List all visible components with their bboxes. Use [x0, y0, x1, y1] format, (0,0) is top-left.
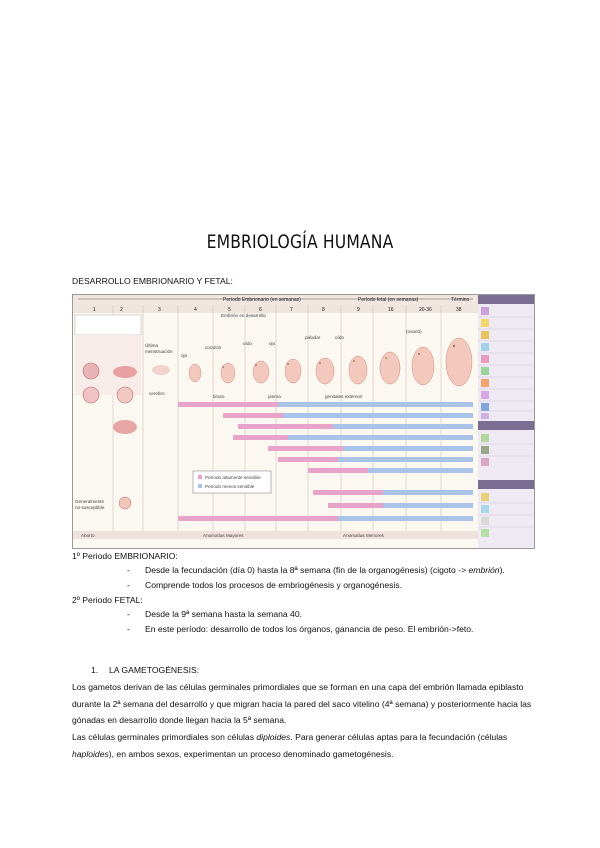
svg-text:Generalmente: Generalmente [75, 499, 105, 504]
svg-text:Embrión en desarrollo: Embrión en desarrollo [221, 313, 266, 318]
svg-text:cerebro: cerebro [149, 391, 165, 396]
period-embrionario-bullet-1: Desde la fecundación (día 0) hasta la 8ª semana (fin de la organogénesis) (cigoto -> embrión). [145, 565, 505, 575]
page-title: EMBRIOLOGÍA HUMANA [206, 231, 394, 253]
svg-text:8: 8 [322, 307, 325, 313]
development-chart-drawing [73, 295, 534, 548]
svg-text:paladar: paladar [305, 335, 321, 340]
paragraph-celulas-germinales: Las células germinales primordiales son células diploides. Para generar células aptas para la fecundación (células haploides), en ambos sexos, experimentan un proceso denominado gametogénesis. [72, 732, 508, 759]
svg-text:9: 9 [357, 307, 360, 313]
svg-text:16: 16 [388, 307, 394, 313]
paragraph-gametos: Los gametos derivan de las células germinales primordiales que se forman en una capa del embrión llamada epiblasto durante la 2ª semana del desarrollo y que migran hacia la pared del saco vitelino (4ª semana) y posteriormente hacia las gónadas en desarrollo donde llegan hacia la 5ª semana. [72, 682, 532, 725]
svg-text:ojo: ojo [181, 353, 188, 358]
svg-text:1: 1 [93, 307, 96, 313]
section-number: 1. [91, 665, 99, 675]
svg-text:38: 38 [456, 307, 462, 313]
svg-text:Período altamente sensible: Período altamente sensible [205, 475, 261, 480]
svg-text:Período Embrionario (en semana: Período Embrionario (en semanas) [223, 297, 301, 303]
svg-text:no susceptible: no susceptible [75, 505, 105, 510]
svg-text:3: 3 [158, 307, 161, 313]
period-embrionario-bullet-2: Comprende todos los procesos de embriogénesis y organogénesis. [145, 580, 403, 590]
period-embrionario-heading: 1º Periodo EMBRIONARIO: [72, 551, 178, 561]
svg-text:5: 5 [228, 307, 231, 313]
svg-text:Última: Última [145, 343, 159, 348]
svg-text:(ovario): (ovario) [406, 329, 422, 334]
svg-text:Término: Término [451, 297, 470, 303]
svg-text:Anomalías Menores: Anomalías Menores [343, 533, 384, 538]
period-fetal-bullet-2: En este período: desarrollo de todos los órganos, ganancia de peso. El embrión->feto. [145, 624, 474, 634]
section-subtitle: DESARROLLO EMBRIONARIO Y FETAL: [72, 276, 233, 286]
bullet-dash: - [127, 565, 130, 575]
bullet-dash: - [127, 609, 130, 619]
svg-text:4: 4 [194, 307, 197, 313]
svg-text:brazo: brazo [213, 394, 225, 399]
svg-text:Período fetal (en semanas): Período fetal (en semanas) [358, 297, 419, 303]
svg-text:20-36: 20-36 [419, 307, 432, 313]
svg-text:pierna: pierna [268, 394, 281, 399]
svg-text:corazón: corazón [205, 345, 222, 350]
bullet-dash: - [127, 624, 130, 634]
svg-text:7: 7 [290, 307, 293, 313]
bullet-dash: - [127, 580, 130, 590]
section-heading: LA GAMETOGÉNESIS: [109, 665, 200, 675]
svg-text:Aborto: Aborto [81, 533, 95, 538]
svg-text:genitales externos: genitales externos [325, 394, 363, 399]
svg-text:menstruación: menstruación [145, 349, 173, 354]
svg-text:Anomalías Mayores: Anomalías Mayores [203, 533, 244, 538]
period-fetal-heading: 2º Periodo FETAL: [72, 595, 143, 605]
svg-text:2: 2 [120, 307, 123, 313]
svg-text:6: 6 [259, 307, 262, 313]
svg-text:ojo: ojo [269, 341, 276, 346]
development-chart-image [72, 294, 535, 549]
svg-text:oído: oído [335, 335, 344, 340]
svg-text:oído: oído [243, 341, 252, 346]
period-fetal-bullet-1: Desde la 9ª semana hasta la semana 40. [145, 609, 303, 619]
svg-text:Período menos sensible: Período menos sensible [205, 484, 255, 489]
